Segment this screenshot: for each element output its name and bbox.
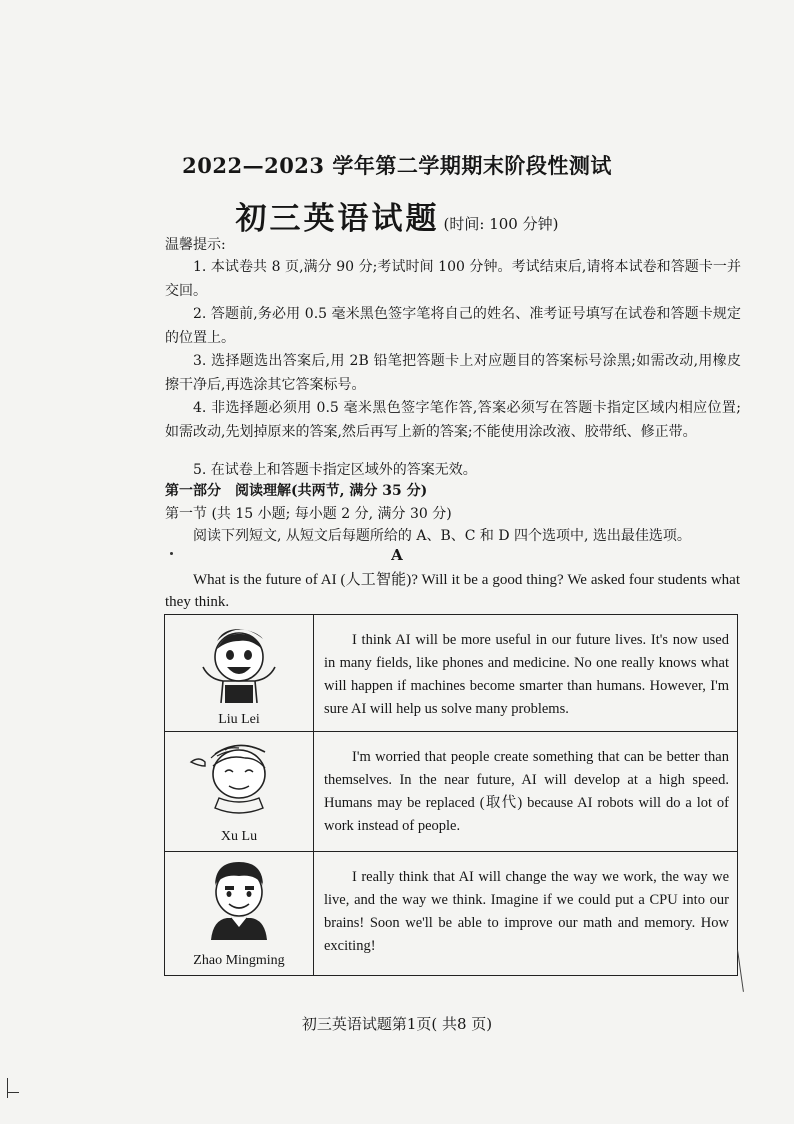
reading-instruction: 阅读下列短文, 从短文后每题所给的 A、B、C 和 D 四个选项中, 选出最佳选项。 (193, 528, 691, 544)
tips-label: 温馨提示: (165, 237, 226, 253)
student-opinion-text: I'm worried that people create something that can be better than themselves. In the near future, AI will develop at a high speed. Humans may be replaced (取代) because AI robots will do a lot of work instead of people. (314, 732, 738, 852)
table-row (165, 732, 738, 852)
title-row (0, 193, 794, 238)
exam-title: 初三英语试题 (235, 201, 440, 237)
exam-time-note: (时间: 100 分钟) (443, 215, 559, 233)
notice-item-2: 2. 答题前,务必用 0.5 毫米黑色签字笔将自己的姓名、准考证号填写在试卷和答题卡规定的位置上。 (165, 306, 741, 346)
page-footer: 初三英语试题第1页( 共8 页) (301, 1015, 493, 1033)
notice-item-3: 3. 选择题选出答案后,用 2B 铅笔把答题卡上对应题目的答案标号涂黑;如需改动,用橡皮擦干净后,再选涂其它答案标号。 (165, 353, 741, 393)
scan-corner-mark (7, 1092, 19, 1093)
student-opinion-text: I think AI will be more useful in our future lives. It's now used in many fields, like phones and medicine. No one really knows what will happen if machines become smarter than humans. However, I'm sure AI will help us solve many problems. (314, 615, 738, 732)
notice-item-1: 1. 本试卷共 8 页,满分 90 分;考试时间 100 分钟。考试结束后,请将本试卷和答题卡一并交回。 (165, 259, 741, 299)
notice-item-4: 4. 非选择题必须用 0.5 毫米黑色签字笔作答,答案必须写在答题卡指定区域内相应位置;如需改动,先划掉原来的答案,然后再写上新的答案;不能使用涂改液、胶带纸、修正带。 (165, 400, 741, 440)
student-photo-cell (165, 852, 314, 976)
student-name: Liu Lei (218, 712, 260, 727)
student-name: Zhao Mingming (193, 953, 285, 968)
student-opinions-table (164, 614, 738, 976)
girl-cartoon-icon (165, 736, 313, 820)
boy-cartoon-icon (165, 619, 313, 703)
table-row (165, 615, 738, 732)
scan-corner-mark (7, 1078, 8, 1098)
table-row (165, 852, 738, 976)
student-photo-cell (165, 732, 314, 852)
notice-item-5: 5. 在试卷上和答题卡指定区域外的答案无效。 (193, 462, 477, 478)
scan-edge-line (737, 950, 744, 992)
passage-intro: What is the future of AI (人工智能)? Will it be a good thing? We asked four students what they think. (165, 572, 740, 610)
section1-heading: 第一节 (共 15 小题; 每小题 2 分, 满分 30 分) (165, 506, 452, 522)
student-photo-cell (165, 615, 314, 732)
student-name: Xu Lu (220, 829, 258, 844)
passage-label: A (391, 546, 403, 564)
student-opinion-text: I really think that AI will change the way we work, the way we live, and the way we think. Imagine if we could put a CPU into our brains! Soon we'll be able to improve our math and memory. How exciting! (314, 852, 738, 976)
part1-heading: 第一部分 阅读理解(共两节, 满分 35 分) (165, 483, 428, 499)
exam-subtitle: 2022—2023 学年第二学期期末阶段性测试 (182, 153, 612, 178)
boy-cartoon-icon (165, 856, 313, 940)
